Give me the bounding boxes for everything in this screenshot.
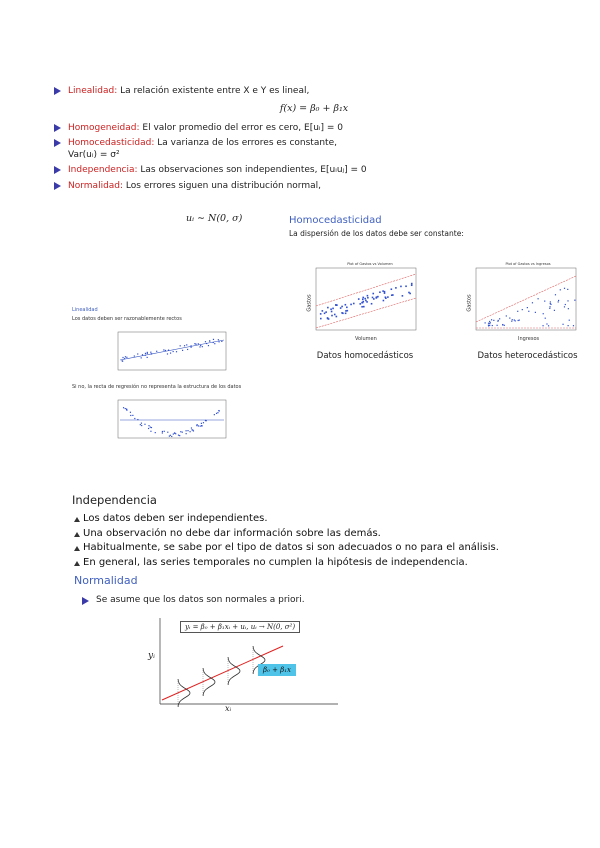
data-point	[132, 415, 133, 416]
data-point	[144, 424, 145, 425]
plot-homocedastic	[300, 266, 422, 346]
data-point	[382, 290, 384, 292]
data-point	[167, 353, 168, 354]
data-point	[543, 313, 544, 314]
data-point	[201, 423, 202, 424]
data-point	[408, 292, 410, 294]
data-points	[485, 288, 576, 327]
term-label: Linealidad:	[68, 86, 118, 96]
data-point	[489, 321, 490, 322]
data-point	[193, 430, 194, 431]
list-item	[74, 541, 499, 556]
data-point	[206, 343, 207, 344]
data-point	[219, 341, 220, 342]
term-label: Homocedasticidad:	[68, 138, 155, 149]
data-point	[176, 351, 177, 352]
data-point	[168, 350, 169, 351]
data-point	[208, 345, 209, 346]
item-text: Los datos deben ser independientes.	[83, 513, 268, 524]
data-point	[150, 352, 151, 353]
data-point	[148, 425, 149, 426]
data-point	[156, 351, 157, 352]
data-point	[173, 351, 174, 352]
data-point	[522, 309, 523, 310]
data-point	[497, 325, 498, 326]
data-point	[405, 285, 407, 287]
data-point	[488, 323, 489, 324]
data-point	[371, 303, 373, 305]
data-point	[485, 322, 486, 323]
data-point	[549, 306, 550, 307]
data-point	[130, 412, 131, 413]
assumption-homocedasticidad	[54, 137, 574, 161]
term-label: Homogeneidad:	[68, 122, 140, 133]
model-box: yᵢ = β₀ + β₁xᵢ + uᵢ, uᵢ → N(0, σ²)	[180, 621, 300, 633]
data-point	[558, 301, 559, 302]
plot2-caption: Datos heterocedásticos	[477, 351, 578, 361]
data-point	[376, 297, 378, 299]
bullet-triangle-icon	[82, 597, 89, 605]
data-point	[568, 325, 569, 326]
linealidad-note: Si no, la recta de regresión no representa la estructura de los datos	[72, 384, 242, 390]
assumption-text: La varianza de los errores es constante,	[157, 138, 337, 149]
data-point	[384, 292, 386, 294]
upper-band	[476, 276, 576, 322]
data-point	[214, 343, 215, 344]
data-point	[164, 431, 165, 432]
data-point	[124, 358, 125, 359]
data-point	[174, 433, 175, 434]
data-point	[562, 324, 563, 325]
assumption-normalidad	[54, 180, 574, 192]
data-point	[565, 304, 566, 305]
plot-heterocedastic	[460, 266, 582, 346]
data-point	[320, 318, 322, 320]
linealidad-subtitle: Los datos deben ser razonablemente rectos	[72, 316, 182, 322]
data-point	[353, 303, 355, 305]
data-point	[395, 287, 397, 289]
data-point	[517, 311, 518, 312]
data-point	[489, 325, 490, 326]
list-item	[74, 527, 499, 542]
bullet-triangle-icon	[54, 166, 61, 174]
plot-linear	[112, 326, 230, 376]
data-point	[200, 426, 201, 427]
bullet-triangle-icon	[54, 124, 61, 132]
data-point	[340, 307, 342, 309]
data-point	[150, 427, 151, 428]
data-point	[515, 320, 516, 321]
assumption-text: El valor promedio del error es cero, E[uᵢ] = 0	[142, 122, 344, 133]
data-point	[335, 304, 337, 306]
data-point	[151, 427, 152, 428]
data-point	[411, 283, 413, 285]
data-point	[385, 297, 387, 299]
list-item	[74, 512, 499, 527]
data-point	[216, 413, 217, 414]
line-label: β₀ + β₁x	[258, 664, 296, 676]
data-point	[537, 298, 538, 299]
data-point	[345, 310, 347, 312]
data-point	[145, 355, 146, 356]
data-point	[372, 297, 374, 299]
data-point	[411, 284, 413, 286]
data-point	[350, 304, 352, 306]
data-point	[162, 431, 163, 432]
data-point	[180, 431, 181, 432]
regression-line	[120, 340, 224, 360]
data-point	[182, 350, 183, 351]
data-point	[141, 425, 142, 426]
data-point	[201, 425, 202, 426]
data-point	[209, 341, 210, 342]
data-point	[190, 345, 191, 346]
data-point	[217, 412, 218, 413]
data-point	[346, 306, 348, 308]
normalidad-bullet	[82, 595, 305, 605]
formula-normal: uᵢ ∼ N(0, σ)	[186, 213, 243, 224]
item-text: Habitualmente, se sabe por el tipo de datos si son adecuados o no para el análisis.	[83, 542, 499, 553]
data-point	[489, 323, 490, 324]
data-point	[200, 345, 201, 346]
data-point	[528, 311, 529, 312]
homoced-title: Homocedasticidad	[289, 215, 382, 226]
data-point	[189, 431, 190, 432]
term-label: Normalidad:	[68, 180, 124, 191]
normalidad-bullet-text: Se asume que los datos son normales a priori.	[96, 595, 305, 605]
data-point	[383, 300, 385, 302]
data-point	[202, 346, 203, 347]
data-point	[194, 343, 195, 344]
assumptions-list	[54, 85, 574, 195]
data-point	[178, 435, 179, 436]
data-point	[336, 316, 338, 318]
data-point	[359, 303, 361, 305]
data-point	[391, 294, 393, 296]
data-point	[198, 425, 199, 426]
plot2-xlabel: Ingresos	[518, 336, 540, 342]
assumption-text: La relación existente entre X e Y es lineal,	[120, 86, 310, 96]
plot1-caption: Datos homocedásticos	[316, 351, 414, 361]
data-point	[567, 289, 568, 290]
data-point	[334, 314, 336, 316]
data-point	[554, 310, 555, 311]
normal-curve	[228, 657, 240, 685]
data-point	[367, 297, 369, 299]
data-point	[569, 320, 570, 321]
data-point	[185, 430, 186, 431]
data-point	[331, 311, 333, 313]
data-point	[147, 352, 148, 353]
data-point	[574, 300, 575, 301]
data-point	[179, 435, 180, 436]
assumption-text: Los errores siguen una distribución normal,	[125, 180, 321, 191]
data-point	[362, 301, 364, 303]
term-label: Independencia:	[68, 165, 138, 176]
bullet-triangle-icon	[54, 139, 61, 147]
assumption-homogeneidad	[54, 122, 574, 134]
normal-curves	[178, 646, 265, 707]
data-point	[155, 432, 156, 433]
data-point	[544, 301, 545, 302]
data-point	[358, 298, 360, 300]
data-point	[362, 297, 364, 299]
data-point	[141, 423, 142, 424]
triangle-bullet-icon	[74, 517, 80, 522]
data-point	[511, 321, 512, 322]
plot2-ylabel: Gastos	[466, 294, 473, 312]
bullet-triangle-icon	[54, 182, 61, 190]
data-point	[564, 288, 565, 289]
item-text: En general, las series temporales no cumplen la hipótesis de independencia.	[83, 556, 468, 568]
data-point	[512, 319, 513, 320]
data-point	[205, 341, 206, 342]
data-point	[147, 357, 148, 358]
data-point	[504, 325, 505, 326]
data-point	[163, 349, 164, 350]
data-point	[332, 308, 334, 310]
data-point	[322, 310, 324, 312]
normalidad-title: Normalidad	[74, 574, 138, 587]
data-point	[560, 289, 561, 290]
data-point	[173, 433, 174, 434]
assumption-text-2: Var(uᵢ) = σ²	[68, 150, 120, 161]
data-point	[180, 345, 181, 346]
data-point	[182, 432, 183, 433]
data-point	[325, 311, 327, 313]
data-point	[506, 315, 507, 316]
plot1-title: Plot of Gastos vs Volumen	[347, 262, 393, 266]
data-points	[123, 407, 220, 437]
y-label: yᵢ	[148, 651, 155, 661]
data-point	[126, 357, 127, 358]
data-point	[373, 298, 375, 300]
data-point	[125, 408, 126, 409]
data-point	[493, 320, 494, 321]
data-point	[122, 357, 123, 358]
triangle-bullet-icon	[74, 532, 80, 537]
data-point	[186, 344, 187, 345]
data-point	[400, 286, 402, 288]
homoced-subtitle: La dispersión de los datos debe ser constante:	[289, 229, 464, 238]
data-point	[187, 349, 188, 350]
data-point	[518, 320, 519, 321]
data-point	[550, 303, 551, 304]
data-point	[199, 346, 200, 347]
data-point	[170, 435, 171, 436]
data-point	[170, 352, 171, 353]
data-point	[141, 357, 142, 358]
data-point	[499, 318, 500, 319]
triangle-bullet-icon	[74, 546, 80, 551]
data-point	[402, 295, 404, 297]
data-point	[171, 436, 172, 437]
data-point	[191, 427, 192, 428]
data-point	[145, 353, 146, 354]
assumption-text: Las observaciones son independientes, E[uᵢuⱼ] = 0	[140, 165, 367, 176]
data-point	[197, 424, 198, 425]
data-point	[198, 343, 199, 344]
data-point	[519, 320, 520, 321]
data-point	[327, 307, 329, 309]
normal-curve	[203, 668, 215, 696]
data-point	[184, 345, 185, 346]
data-point	[341, 306, 343, 308]
data-point	[195, 344, 196, 345]
data-point	[492, 325, 493, 326]
data-point	[134, 355, 135, 356]
data-point	[218, 339, 219, 340]
data-point	[218, 410, 219, 411]
data-point	[122, 361, 123, 362]
data-point	[331, 315, 333, 317]
normal-curve	[178, 679, 190, 707]
data-point	[162, 432, 163, 433]
item-text: Una observación no debe dar información sobre las demás.	[83, 527, 381, 539]
data-point	[345, 304, 347, 306]
data-point	[123, 407, 124, 408]
data-point	[546, 323, 547, 324]
data-point	[548, 325, 549, 326]
lower-band	[316, 298, 416, 328]
data-point	[532, 302, 533, 303]
data-point	[362, 298, 364, 300]
data-point	[545, 318, 546, 319]
data-point	[488, 325, 489, 326]
data-point	[140, 424, 141, 425]
data-point	[130, 415, 131, 416]
x-label: xᵢ	[225, 704, 232, 713]
assumption-linealidad	[54, 85, 574, 97]
data-point	[137, 353, 138, 354]
data-point	[384, 291, 386, 293]
data-point	[558, 300, 559, 301]
data-point	[330, 308, 332, 310]
data-point	[213, 339, 214, 340]
data-point	[550, 301, 551, 302]
data-point	[372, 293, 374, 295]
plot-frame	[118, 400, 226, 438]
data-points	[320, 283, 413, 320]
data-point	[568, 308, 569, 309]
data-point	[491, 319, 492, 320]
plot-nonlinear	[112, 394, 230, 442]
data-point	[221, 341, 222, 342]
independencia-list	[74, 512, 499, 570]
data-point	[190, 347, 191, 348]
data-point	[203, 422, 204, 423]
data-point	[361, 306, 363, 308]
data-point	[555, 294, 556, 295]
data-point	[564, 306, 565, 307]
data-point	[142, 354, 143, 355]
data-point	[137, 419, 138, 420]
data-point	[379, 291, 381, 293]
data-point	[167, 432, 168, 433]
data-point	[363, 306, 365, 308]
data-point	[498, 320, 499, 321]
plot-frame	[118, 332, 226, 370]
data-point	[391, 288, 393, 290]
data-point	[186, 433, 187, 434]
data-point	[549, 308, 550, 309]
data-point	[187, 430, 188, 431]
independencia-title: Independencia	[72, 493, 157, 507]
data-point	[366, 301, 368, 303]
formula-linear: f(x) = β₀ + β₁x	[279, 103, 349, 115]
data-point	[364, 298, 366, 300]
data-point	[502, 324, 503, 325]
data-point	[345, 312, 347, 314]
data-point	[573, 325, 574, 326]
plot1-ylabel: Gastos	[306, 294, 313, 312]
plot1-xlabel: Volumen	[355, 336, 377, 342]
data-point	[387, 296, 389, 298]
plot-frame	[316, 268, 416, 330]
data-point	[341, 312, 343, 314]
data-point	[175, 433, 176, 434]
triangle-bullet-icon	[74, 561, 80, 566]
data-point	[151, 353, 152, 354]
data-point	[324, 312, 326, 314]
list-item	[74, 556, 499, 571]
data-point	[320, 313, 322, 315]
data-point	[535, 312, 536, 313]
data-point	[134, 418, 135, 419]
data-point	[567, 300, 568, 301]
data-point	[126, 410, 127, 411]
data-point	[365, 300, 367, 302]
data-point	[125, 356, 126, 357]
data-point	[206, 420, 207, 421]
plot2-title: Plot of Gastos vs Ingresos	[505, 262, 551, 266]
bullet-triangle-icon	[54, 87, 61, 95]
data-point	[542, 325, 543, 326]
data-point	[148, 428, 149, 429]
linealidad-title: Linealidad	[72, 307, 98, 313]
assumption-independencia	[54, 164, 574, 176]
data-point	[367, 295, 369, 297]
data-point	[328, 318, 330, 320]
data-point	[214, 414, 215, 415]
data-point	[377, 296, 379, 298]
data-point	[509, 317, 510, 318]
data-point	[165, 350, 166, 351]
data-point	[527, 307, 528, 308]
data-point	[150, 431, 151, 432]
data-point	[213, 342, 214, 343]
